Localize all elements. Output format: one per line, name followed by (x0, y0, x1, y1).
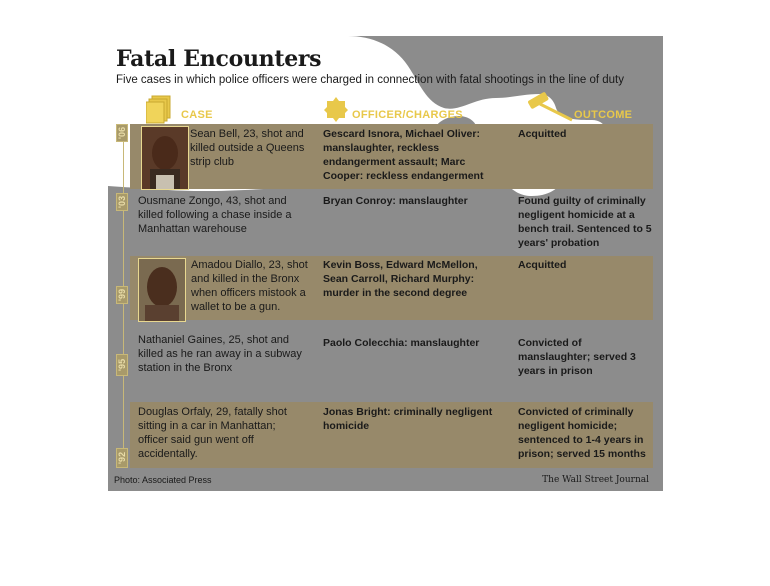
portrait-image (139, 259, 185, 321)
page-title: Fatal Encounters (116, 46, 322, 72)
police-badge-icon (324, 96, 348, 122)
photo-credit: Photo: Associated Press (114, 475, 212, 485)
column-header-case (146, 108, 266, 124)
year-marker: '03 (116, 193, 128, 211)
fatal-encounters-graphic (108, 36, 663, 491)
case-description: Ousmane Zongo, 43, shot and killed following a chase inside a Manhattan warehouse (138, 195, 292, 235)
case-outcome: Acquitted (518, 259, 567, 271)
gavel-icon (526, 90, 576, 122)
source-credit: The Wall Street Journal (542, 475, 649, 485)
case-outcome: Found guilty of criminally negligent homicide at a bench trail. Sentenced to 5 years' probation (518, 195, 652, 249)
victim-photo (141, 126, 189, 190)
case-outcome: Convicted of criminally negligent homicide; sentenced to 1-4 years in prison; served 15 months (518, 406, 646, 460)
portrait-image (142, 127, 188, 189)
case-description: Amadou Diallo, 23, shot and killed in the Bronx when officers mistook a wallet to be a gun. (191, 259, 308, 313)
case-description: Nathaniel Gaines, 25, shot and killed as he ran away in a subway station in the Bronx (138, 334, 302, 374)
officer-charges: Paolo Colecchia: manslaughter (323, 337, 480, 349)
year-marker: '95 (116, 354, 128, 376)
column-header-case-label: CASE (181, 109, 213, 121)
year-marker: '06 (116, 124, 128, 142)
officer-charges: Kevin Boss, Edward McMellon, Sean Carroll, Richard Murphy: murder in the second degree (323, 259, 478, 299)
officer-charges: Bryan Conroy: manslaughter (323, 195, 468, 207)
case-outcome: Acquitted (518, 128, 567, 140)
year-marker: '99 (116, 286, 128, 304)
case-description: Douglas Orfaly, 29, fatally shot sitting in a car in Manhattan; officer said gun went off accidentally. (138, 406, 287, 460)
documents-icon (146, 94, 176, 124)
case-outcome: Convicted of manslaughter; served 3 years in prison (518, 337, 636, 377)
victim-photo (138, 258, 186, 322)
officer-charges: Gescard Isnora, Michael Oliver: manslaughter, reckless endangerment assault; Marc Cooper: reckless endangerment (323, 128, 484, 182)
case-description: Sean Bell, 23, shot and killed outside a Queens strip club (190, 128, 305, 168)
column-header-officer (324, 108, 494, 124)
page-subtitle: Five cases in which police officers were charged in connection with fatal shootings in the line of duty (116, 74, 624, 86)
officer-charges: Jonas Bright: criminally negligent homicide (323, 406, 493, 432)
column-header-outcome (528, 108, 658, 124)
column-header-outcome-label: OUTCOME (574, 109, 633, 121)
column-header-officer-label: OFFICER/CHARGES (352, 109, 463, 121)
year-marker: '92 (116, 448, 128, 468)
